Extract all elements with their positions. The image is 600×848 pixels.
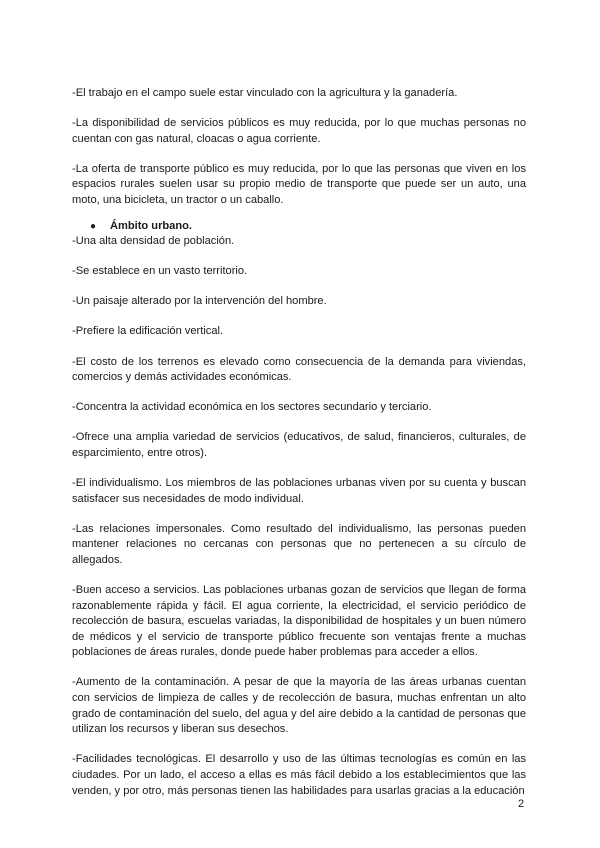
section-heading-text: Ámbito urbano. [110,219,192,232]
paragraph-urban-individualism: -El individualismo. Los miembros de las poblaciones urbanas viven por su cuenta y buscan satisfacer sus necesidades de modo individual. [72,477,526,505]
paragraph-urban-economy: -Concentra la actividad económica en los sectores secundario y terciario. [72,401,432,414]
paragraph-rural-work: -El trabajo en el campo suele estar vinculado con la agricultura y la ganadería. [72,87,458,99]
paragraph-urban-pollution: -Aumento de la contaminación. A pesar de que la mayoría de las áreas urbanas cuentan con servicios de limpieza de calles y de recolección de basura, muchas enfrentan un alto grado de contaminación del suelo, del agua y del aire debido a la cantidad de personas que utilizan los recursos y liberan sus desechos. [72,676,526,736]
paragraph-urban-vertical: -Prefiere la edificación vertical. [72,325,224,338]
paragraph-urban-land-cost: -El costo de los terrenos es elevado como consecuencia de la demanda para viviendas, comercios y demás actividades económicas. [72,355,526,384]
paragraph-rural-transport: -La oferta de transporte público es muy reducida, por lo que las personas que viven en los espacios rurales suelen usar su propio medio de transporte que puede ser un auto, una moto, una bicicleta, un tractor o un caballo. [72,162,526,206]
paragraph-urban-density: -Una alta densidad de población. [72,235,235,248]
paragraph-rural-services: -La disponibilidad de servicios públicos es muy reducida, por lo que muchas personas no cuentan con gas natural, cloacas o agua corriente. [72,117,526,145]
paragraph-urban-landscape: -Un paisaje alterado por la intervención del hombre. [72,295,327,308]
page-body [72,86,526,814]
paragraph-urban-technology: -Facilidades tecnológicas. El desarrollo y uso de las últimas tecnologías es común en las ciudades. Por un lado, el acceso a ellas es más fácil debido a los establecimientos que las venden, y por otro, más personas tienen las habilidades para usarlas gracias a la educación [72,753,526,797]
paragraph-urban-territory: -Se establece en un vasto territorio. [72,265,248,278]
bullet-icon: ● [90,220,97,232]
section-heading-urbano [72,219,526,235]
paragraph-urban-relations: -Las relaciones impersonales. Como resultado del individualismo, las personas pueden mantener relaciones no cercanas con personas que no pertenecen a su círculo de allegados. [72,522,526,566]
page-number: 2 [518,798,525,810]
paragraph-urban-service-access: -Buen acceso a servicios. Las poblaciones urbanas gozan de servicios que llegan de forma razonablemente rápida y fácil. El agua corriente, la electricidad, el servicio periódico de recolección de basura, escuelas variadas, la disponibilidad de hospitales y un buen número de médicos y el servicio de transporte público frecuente son ventajas frente a muchas poblaciones de áreas rurales, donde puede haber problemas para acceder a ellos. [72,583,526,659]
paragraph-urban-services-variety: -Ofrece una amplia variedad de servicios (educativos, de salud, financieros, culturales, de esparcimiento, entre otros). [72,431,526,459]
